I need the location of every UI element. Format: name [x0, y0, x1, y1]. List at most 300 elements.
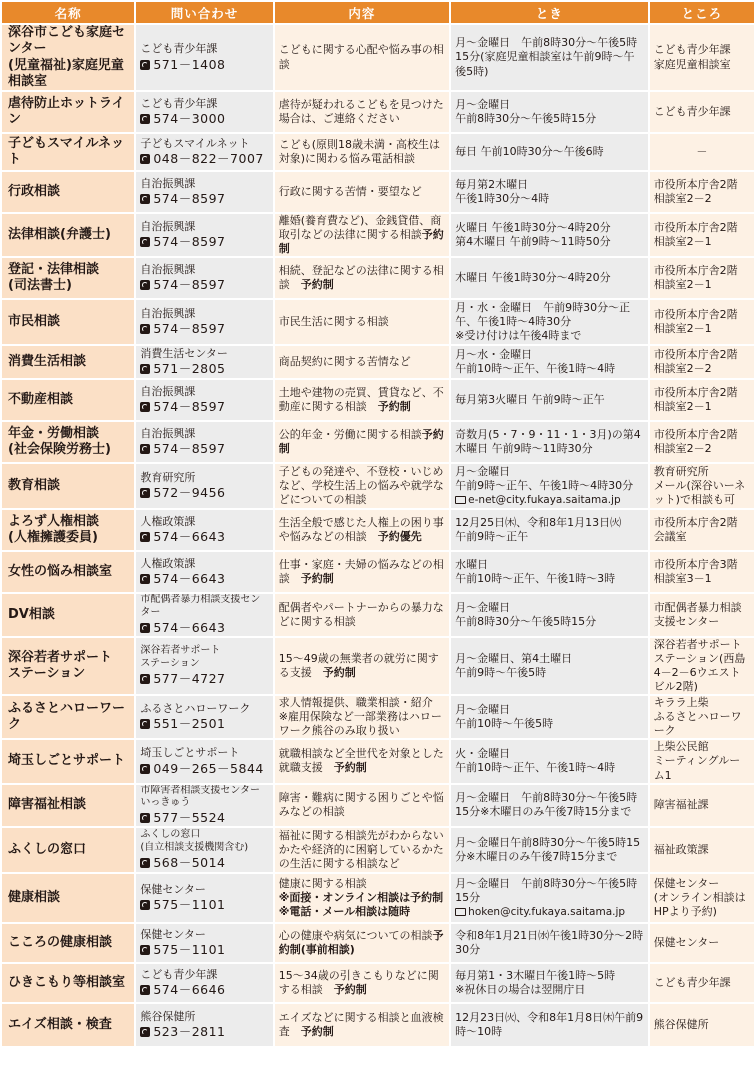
phone-number[interactable]: [140, 1024, 268, 1040]
table-header-row: [2, 2, 754, 23]
time-text: 月・水・金曜日 午前9時30分～正午、午後1時～4時30分 ※受け付けは午後4時まで: [455, 301, 631, 343]
content-text: 相続、登記などの法律に関する相談: [278, 264, 444, 292]
place-cell: [650, 964, 754, 1002]
phone-number[interactable]: [140, 897, 268, 913]
content-cell: [275, 785, 449, 827]
place-cell: [650, 25, 754, 90]
place-cell: [650, 422, 754, 462]
contact-org: 自治振興課: [140, 385, 196, 399]
phone-number-text: 577－4727: [153, 670, 226, 686]
phone-number-text: 048－822－7007: [153, 151, 264, 167]
reservation-note: 予約制: [333, 983, 367, 997]
time-text: 月～金曜日 午前10時～午後5時: [455, 703, 554, 731]
mail-icon: [455, 908, 466, 916]
header-name: 名称: [2, 2, 134, 23]
reservation-note: 予約制(事前相談): [278, 929, 444, 957]
place-cell: [650, 552, 754, 592]
phone-icon: [140, 985, 150, 995]
place-text: 市役所本庁舎3階 相談室3－1: [653, 558, 738, 586]
consultation-name: [2, 924, 134, 962]
phone-number[interactable]: [140, 620, 268, 636]
table-row: [2, 300, 754, 344]
phone-number[interactable]: [140, 761, 268, 777]
contact-org: 子どもスマイルネット: [140, 136, 250, 150]
time-cell: [451, 300, 648, 344]
reservation-note: 予約制: [278, 428, 444, 456]
consultation-name-text: よろず人権相談 (人権擁護委員): [8, 513, 100, 546]
reservation-note: 予約制: [300, 572, 334, 586]
consultation-name: [2, 92, 134, 132]
place-text: 上柴公民館 ミーティングルーム1: [653, 740, 741, 782]
place-text: 福祉政策課: [653, 843, 709, 857]
contact-cell: [136, 258, 272, 298]
table-row: [2, 828, 754, 872]
table-row: [2, 552, 754, 592]
reservation-note: 予約制: [300, 278, 334, 292]
reservation-note: ※面接・オンライン相談は予約制: [278, 891, 444, 905]
reservation-note: 予約制: [300, 1025, 334, 1039]
table-row: [2, 696, 754, 738]
phone-number-text: 575－1101: [153, 942, 226, 958]
table-row: [2, 740, 754, 782]
table-row: [2, 924, 754, 962]
email-text: hoken@city.fukaya.saitama.jp: [468, 906, 626, 919]
consultation-name-text: こころの健康相談: [8, 935, 113, 951]
consultation-name: [2, 172, 134, 212]
place-text: こども青少年課: [653, 104, 731, 118]
place-cell: [650, 214, 754, 256]
contact-cell: [136, 422, 272, 462]
consultation-name: [2, 134, 134, 170]
place-text: 市役所本庁舎2階 会議室: [653, 516, 738, 544]
content-text: 離婚(養育費など)、金銭貸借、商取引などの法律に関する相談: [278, 214, 442, 242]
contact-cell: [136, 696, 272, 738]
phone-icon: [140, 813, 150, 823]
phone-number-text: 574－3000: [153, 111, 226, 127]
phone-number[interactable]: [140, 982, 268, 998]
phone-number[interactable]: [140, 321, 268, 337]
phone-number[interactable]: [140, 942, 268, 958]
time-text: 月～金曜日午前8時30分～午後5時15分※木曜日のみ午後7時15分まで: [455, 836, 641, 864]
table-row: [2, 638, 754, 694]
content-text: こども(原則18歳未満・高校生は対象)に関わる悩み電話相談: [278, 137, 440, 165]
contact-org: こども青少年課: [140, 42, 218, 56]
consultation-name: [2, 696, 134, 738]
content-cell: [275, 828, 449, 872]
consultation-name-text: ふるさとハローワーク: [8, 701, 126, 733]
place-text: こども青少年課: [653, 976, 731, 990]
header-content: 内容: [275, 2, 449, 23]
time-text: 木曜日 午後1時30分～4時20分: [455, 271, 611, 285]
contact-org: 自治振興課: [140, 176, 196, 190]
contact-org: 教育研究所: [140, 471, 196, 485]
consultation-name-text: 健康相談: [8, 890, 61, 906]
table-row: [2, 964, 754, 1002]
time-cell: [451, 346, 648, 378]
phone-number[interactable]: [140, 571, 268, 587]
contact-cell: [136, 924, 272, 962]
consultation-name: [2, 1004, 134, 1046]
phone-number-text: 575－1101: [153, 897, 226, 913]
contact-org: ふくしの窓口 (自立相談支援機関含む): [140, 829, 249, 854]
contact-org: 保健センター: [140, 883, 206, 897]
time-text: 毎月第3火曜日 午前9時～正午: [455, 393, 605, 407]
content-cell: [275, 214, 449, 256]
consultation-name-text: 教育相談: [8, 478, 61, 494]
contact-cell: [136, 740, 272, 782]
phone-icon: [140, 945, 150, 955]
place-cell: [650, 258, 754, 298]
contact-cell: [136, 510, 272, 550]
contact-org: 人権政策課: [140, 557, 196, 571]
time-cell: [451, 380, 648, 420]
content-cell: [275, 300, 449, 344]
phone-icon: [140, 114, 150, 124]
place-text: キララ上柴 ふるさとハローワーク: [653, 696, 742, 738]
place-text: 市役所本庁舎2階 相談室2－2: [653, 428, 738, 456]
place-text: 保健センター (オンライン相談はHPより予約): [653, 877, 746, 919]
mail-icon: [455, 496, 466, 504]
contact-org: 市配偶者暴力相談支援センター: [140, 594, 261, 619]
contact-org: 深谷若者サポート ステーション: [140, 645, 221, 669]
place-cell: [650, 510, 754, 550]
phone-number-text: 574－6646: [153, 982, 226, 998]
email-link[interactable]: [455, 905, 644, 919]
time-cell: [451, 172, 648, 212]
time-cell: [451, 828, 648, 872]
content-cell: [275, 422, 449, 462]
phone-icon: [140, 574, 150, 584]
time-cell: [451, 874, 648, 922]
phone-icon: [140, 237, 150, 247]
time-text: 月～水・金曜日 午前10時～正午、午後1時～4時: [455, 348, 616, 376]
phone-number-text: 574－6643: [153, 619, 226, 635]
place-text: 保健センター: [653, 936, 720, 950]
time-cell: [451, 552, 648, 592]
phone-number-text: 551－2501: [153, 716, 226, 732]
phone-number[interactable]: [140, 441, 268, 457]
content-cell: [275, 924, 449, 962]
consultation-name-text: 虐待防止ホットライン: [8, 95, 125, 127]
place-text: 市配偶者暴力相談支援センター: [653, 600, 742, 629]
phone-icon: [140, 488, 150, 498]
place-cell: [650, 874, 754, 922]
time-cell: [451, 464, 648, 508]
consultation-name-text: エイズ相談・検査: [8, 1017, 112, 1033]
contact-cell: [136, 1004, 272, 1046]
phone-number[interactable]: [140, 191, 268, 207]
contact-cell: [136, 134, 272, 170]
consultation-name-text: 女性の悩み相談室: [8, 564, 113, 580]
phone-number[interactable]: [140, 234, 268, 250]
phone-number[interactable]: [140, 671, 268, 687]
time-text: 火・金曜日 午前10時～正午、午後1時～4時: [455, 747, 616, 775]
content-cell: [275, 258, 449, 298]
consultation-name: [2, 740, 134, 782]
content-cell: [275, 594, 449, 636]
table-row: [2, 785, 754, 827]
place-cell: [650, 696, 754, 738]
contact-cell: [136, 638, 272, 694]
table-row: [2, 25, 754, 90]
contact-cell: [136, 464, 272, 508]
content-text: 虐待が疑われるこどもを見つけた場合は、ご連絡ください: [278, 97, 444, 125]
reservation-note: 予約制: [377, 400, 411, 414]
place-cell: [650, 92, 754, 132]
place-text: こども青少年課 家庭児童相談室: [653, 43, 731, 71]
phone-number[interactable]: [140, 111, 268, 127]
phone-number[interactable]: [140, 361, 268, 377]
header-contact: 問い合わせ: [136, 2, 272, 23]
contact-org: 自治振興課: [140, 427, 196, 441]
place-cell: [650, 134, 754, 170]
time-text: 月～金曜日 午前8時30分～午後5時15分: [455, 876, 638, 904]
table-row: [2, 594, 754, 636]
contact-org: 人権政策課: [140, 515, 196, 529]
consultation-name: [2, 346, 134, 378]
contact-org: 熊谷保健所: [140, 1010, 196, 1024]
time-cell: [451, 92, 648, 132]
time-text: 月～金曜日、第4土曜日 午前9時～午後5時: [455, 651, 573, 679]
place-cell: [650, 594, 754, 636]
time-cell: [451, 1004, 648, 1046]
contact-cell: [136, 214, 272, 256]
phone-icon: [140, 194, 150, 204]
phone-number-text: 574－8597: [153, 277, 226, 293]
phone-number[interactable]: [140, 855, 268, 871]
content-text: 商品契約に関する苦情など: [278, 355, 411, 369]
consultation-name: [2, 874, 134, 922]
phone-number-text: 577－5524: [153, 810, 226, 826]
table-row: [2, 214, 754, 256]
contact-org: 保健センター: [140, 928, 206, 942]
consultation-name-text: 不動産相談: [8, 392, 74, 408]
phone-icon: [140, 719, 150, 729]
reservation-note: 予約優先: [377, 530, 422, 544]
phone-number-text: 574－8597: [153, 234, 226, 250]
place-cell: [650, 638, 754, 694]
consultation-name: [2, 964, 134, 1002]
content-cell: [275, 638, 449, 694]
consultation-name-text: 埼玉しごとサポート: [8, 753, 126, 769]
table-row: [2, 422, 754, 462]
contact-cell: [136, 552, 272, 592]
place-cell: [650, 828, 754, 872]
contact-org: 自治振興課: [140, 307, 196, 321]
place-text: 障害福祉課: [653, 798, 709, 812]
content-cell: [275, 92, 449, 132]
content-cell: [275, 696, 449, 738]
contact-org: こども青少年課: [140, 968, 218, 982]
time-text: 毎月第1・3木曜日午後1時～5時 ※祝休日の場合は翌開庁日: [455, 969, 616, 997]
phone-icon: [140, 402, 150, 412]
content-cell: [275, 1004, 449, 1046]
phone-icon: [140, 444, 150, 454]
place-cell: [650, 464, 754, 508]
email-text: e-net@city.fukaya.saitama.jp: [468, 494, 621, 507]
time-text: 水曜日 午前10時～正午、午後1時～3時: [455, 558, 616, 586]
phone-number-text: 572－9456: [153, 485, 226, 501]
contact-org: 消費生活センター: [140, 347, 228, 361]
consultation-name: [2, 464, 134, 508]
consultation-name: [2, 422, 134, 462]
phone-icon: [140, 764, 150, 774]
content-text: 生活全般で感じた人権上の困り事や悩みなどの相談: [278, 516, 444, 544]
consultation-name: [2, 214, 134, 256]
consultation-name: [2, 380, 134, 420]
content-cell: [275, 464, 449, 508]
phone-icon: [140, 674, 150, 684]
contact-cell: [136, 594, 272, 636]
place-cell: [650, 785, 754, 827]
consultation-name-text: ひきこもり等相談室: [8, 975, 126, 991]
content-cell: [275, 874, 449, 922]
phone-number-text: 574－8597: [153, 441, 226, 457]
content-text: 行政に関する苦情・要望など: [278, 184, 422, 198]
contact-cell: [136, 172, 272, 212]
consultation-name: [2, 638, 134, 694]
time-cell: [451, 594, 648, 636]
contact-cell: [136, 92, 272, 132]
time-cell: [451, 25, 648, 90]
phone-number[interactable]: [140, 529, 268, 545]
place-cell: [650, 172, 754, 212]
consultation-name: [2, 828, 134, 872]
phone-icon: [140, 858, 150, 868]
consultation-name: [2, 258, 134, 298]
content-cell: [275, 964, 449, 1002]
content-text: 就職相談など全世代を対象とした就職支援: [278, 747, 444, 775]
phone-icon: [140, 324, 150, 334]
time-cell: [451, 924, 648, 962]
consultation-name-text: 子どもスマイルネット: [8, 135, 125, 167]
content-text: 仕事・家庭・夫婦の悩みなどの相談: [278, 558, 444, 586]
consultation-name-text: 法律相談(弁護士): [8, 226, 111, 242]
content-text: こどもに関する心配や悩み事の相談: [278, 43, 444, 71]
time-cell: [451, 510, 648, 550]
header-time: とき: [451, 2, 648, 23]
table-row: [2, 134, 754, 170]
contact-cell: [136, 380, 272, 420]
consultation-name-text: DV相談: [8, 606, 55, 622]
time-cell: [451, 134, 648, 170]
content-extra-note: ※電話・メール相談は随時: [278, 905, 411, 919]
content-cell: [275, 25, 449, 90]
consultation-name: [2, 25, 134, 90]
table-row: [2, 510, 754, 550]
place-text: 市役所本庁舎2階 相談室2－1: [653, 308, 738, 336]
contact-cell: [136, 346, 272, 378]
reservation-note: 予約制: [278, 228, 444, 256]
place-text: 熊谷保健所: [653, 1018, 709, 1032]
phone-icon: [140, 532, 150, 542]
phone-icon: [140, 60, 150, 70]
time-text: 月～金曜日 午前9時～正午、午後1時～4時30分: [455, 464, 634, 493]
time-text: 火曜日 午後1時30分～4時20分 第4木曜日 午前9時～11時50分: [455, 221, 611, 249]
time-text: 毎日 午前10時30分～午後6時: [455, 144, 604, 158]
consultation-name-text: 市民相談: [8, 314, 61, 330]
content-text: 求人情報提供、職業相談・紹介 ※雇用保険など一部業務はハローワーク熊谷のみ取り扱い: [278, 696, 442, 738]
time-text: 令和8年1月21日㈬午後1時30分～2時30分: [455, 929, 644, 957]
content-cell: [275, 346, 449, 378]
contact-org: こども青少年課: [140, 96, 218, 110]
phone-number[interactable]: [140, 57, 268, 73]
contact-org: 市障害者相談支援センターいっきゅう: [140, 784, 260, 809]
phone-number-text: 523－2811: [153, 1024, 226, 1040]
consultation-name-text: 年金・労働相談 (社会保険労務士): [8, 425, 111, 458]
phone-number[interactable]: [140, 716, 268, 732]
consultation-name-text: 深谷市こども家庭センター (児童福祉)家庭児童相談室: [8, 25, 126, 89]
content-cell: [275, 380, 449, 420]
content-text: 心の健康や病気についての相談: [278, 929, 433, 943]
contact-cell: [136, 874, 272, 922]
consultation-name: [2, 594, 134, 636]
consultation-name: [2, 552, 134, 592]
content-text: 福祉に関する相談先がわからないかたや経済的に困窮しているかたの生活に関する相談など: [278, 829, 444, 871]
time-cell: [451, 638, 648, 694]
place-cell: [650, 300, 754, 344]
content-cell: [275, 134, 449, 170]
table-row: [2, 464, 754, 508]
time-text: 奇数月(5・7・9・11・1・3月)の第4木曜日 午前9時～11時30分: [455, 428, 641, 456]
consultation-name: [2, 300, 134, 344]
phone-number-text: 574－8597: [153, 321, 226, 337]
phone-number[interactable]: [140, 485, 268, 501]
place-text: 市役所本庁舎2階 相談室2－2: [653, 348, 738, 376]
table-row: [2, 92, 754, 132]
phone-number-text: 568－5014: [153, 855, 226, 870]
content-cell: [275, 510, 449, 550]
phone-number-text: 574－8597: [153, 191, 226, 207]
place-text: 深谷若者サポートステーション(西島4－2－6ウエストビル2階): [653, 637, 746, 694]
phone-number[interactable]: [140, 399, 268, 415]
table-row: [2, 1004, 754, 1046]
contact-org: 自治振興課: [140, 220, 196, 234]
phone-number[interactable]: [140, 151, 268, 167]
place-cell: [650, 346, 754, 378]
time-text: 12月25日㈭、令和8年1月13日㈫ 午前9時～正午: [455, 516, 622, 544]
content-text: 土地や建物の売買、賃貸など、不動産に関する相談: [278, 386, 444, 414]
table-row: [2, 346, 754, 378]
content-text: エイズなどに関する相談と血液検査: [278, 1011, 444, 1039]
reservation-note: 予約制: [322, 665, 356, 679]
contact-cell: [136, 300, 272, 344]
time-text: 月～金曜日 午前8時30分～午後5時15分: [455, 97, 597, 125]
phone-number-text: 574－8597: [153, 399, 226, 415]
time-text: 月～金曜日 午前8時30分～午後5時15分(家庭児童相談室は午前9時～午後5時): [455, 36, 638, 78]
time-text: 月～金曜日 午前8時30分～午後5時15分※木曜日のみ午後7時15分まで: [455, 791, 638, 819]
phone-number[interactable]: [140, 277, 268, 293]
place-text: 教育研究所 メール(深谷いーネット)で相談も可: [653, 465, 746, 507]
time-cell: [451, 422, 648, 462]
phone-number-text: 049－265－5844: [153, 760, 264, 776]
contact-org: 埼玉しごとサポート: [140, 746, 240, 760]
consultation-name-text: ふくしの窓口: [8, 842, 87, 858]
phone-number[interactable]: [140, 810, 268, 826]
email-link[interactable]: [455, 493, 644, 507]
consultation-name-text: 登記・法律相談 (司法書士): [8, 261, 100, 294]
place-text: 市役所本庁舎2階 相談室2－1: [653, 221, 738, 249]
phone-number-text: 571－2805: [153, 361, 226, 377]
phone-number-text: 574－6643: [153, 571, 226, 587]
place-cell: [650, 1004, 754, 1046]
time-text: 月～金曜日 午前8時30分～午後5時15分: [455, 600, 597, 629]
phone-icon: [140, 364, 150, 374]
time-cell: [451, 696, 648, 738]
time-text: 毎月第2木曜日 午後1時30分～4時: [455, 177, 550, 205]
contact-cell: [136, 828, 272, 872]
place-cell: [650, 924, 754, 962]
